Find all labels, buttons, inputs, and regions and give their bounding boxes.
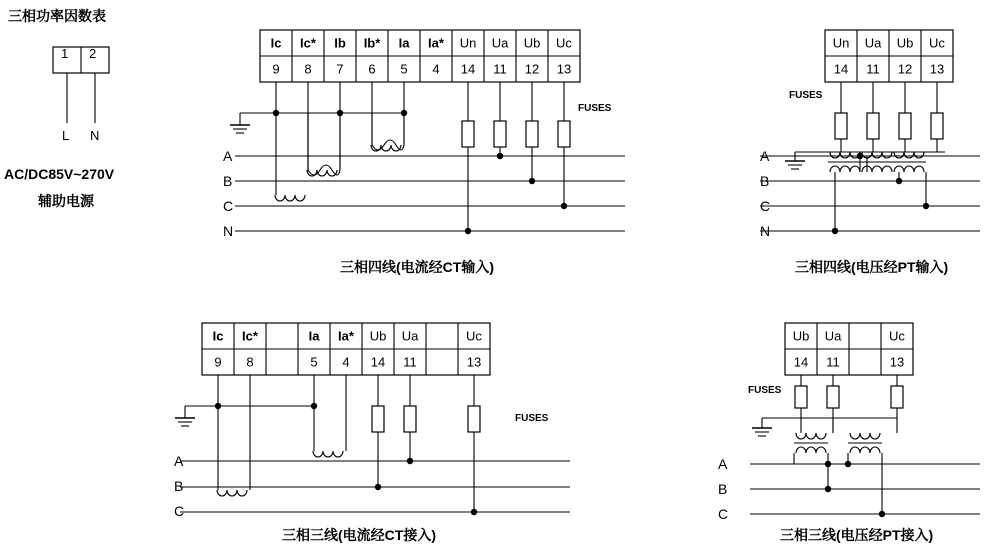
power-pin-label-l: L	[62, 128, 70, 143]
diagram1-terminal-text	[225, 25, 645, 95]
diagram2-phase-b: B	[760, 173, 770, 189]
svg-text:11: 11	[826, 354, 840, 370]
svg-text:11: 11	[493, 61, 507, 77]
diagram1-caption: 三相四线(电流经CT输入)	[340, 259, 494, 275]
svg-text:Ic*: Ic*	[242, 328, 258, 344]
svg-text:13: 13	[556, 61, 572, 77]
svg-text:4: 4	[432, 61, 440, 77]
diagram1-phase-a: A	[223, 148, 233, 164]
diagram2-phase-a: A	[760, 148, 770, 164]
svg-text:Ua: Ua	[824, 328, 842, 344]
svg-text:Ua: Ua	[401, 328, 419, 344]
diagram3-phase-a: A	[174, 453, 184, 469]
svg-text:Ic*: Ic*	[300, 35, 316, 51]
svg-text:4: 4	[342, 354, 350, 370]
svg-text:Un: Un	[832, 35, 850, 51]
power-supply-name: 辅助电源	[38, 193, 94, 209]
svg-text:11: 11	[403, 354, 417, 370]
svg-text:14: 14	[370, 354, 386, 370]
diagram2-terminal-text	[740, 25, 990, 95]
diagram4-terminal-text	[740, 318, 990, 388]
diagram1-phase-b: B	[223, 173, 233, 189]
svg-text:Ub: Ub	[523, 35, 541, 51]
svg-text:Uc: Uc	[466, 328, 482, 344]
svg-text:14: 14	[460, 61, 476, 77]
svg-text:8: 8	[246, 354, 254, 370]
svg-text:Uc: Uc	[889, 328, 905, 344]
power-pin-label-n: N	[90, 128, 100, 143]
diagram3-caption: 三相三线(电流经CT接入)	[282, 527, 436, 543]
diagram1-phase-n: N	[223, 223, 234, 239]
svg-text:14: 14	[793, 354, 809, 370]
svg-text:Ic: Ic	[212, 328, 224, 344]
svg-text:Uc: Uc	[556, 35, 572, 51]
svg-text:Un: Un	[459, 35, 477, 51]
svg-text:13: 13	[466, 354, 482, 370]
diagram2-caption: 三相四线(电压经PT输入)	[795, 259, 949, 275]
diagram4-phase-c: C	[718, 506, 729, 522]
svg-text:5: 5	[310, 354, 318, 370]
diagram4-phase-a: A	[718, 456, 728, 472]
svg-text:12: 12	[897, 61, 913, 77]
power-terminal-2: 2	[89, 46, 97, 61]
svg-text:Ib*: Ib*	[363, 35, 381, 51]
svg-text:Ic: Ic	[270, 35, 282, 51]
svg-text:13: 13	[929, 61, 945, 77]
diagram3-phase-b: B	[174, 478, 184, 494]
svg-text:Uc: Uc	[929, 35, 945, 51]
svg-text:9: 9	[272, 61, 280, 77]
page-title: 三相功率因数表	[8, 8, 106, 24]
diagram1-fuses-label: FUSES	[578, 103, 612, 114]
diagram2-phase-n: N	[760, 223, 771, 239]
svg-text:13: 13	[889, 354, 905, 370]
diagram3-fuses-label: FUSES	[515, 413, 549, 424]
svg-text:12: 12	[524, 61, 540, 77]
diagram3-terminal-text	[170, 318, 590, 388]
svg-text:14: 14	[833, 61, 849, 77]
svg-text:Ub: Ub	[896, 35, 914, 51]
power-supply-graphic	[20, 35, 200, 185]
diagram1-phase-c: C	[223, 198, 234, 214]
svg-text:Ia: Ia	[308, 328, 320, 344]
svg-text:Ia*: Ia*	[338, 328, 354, 344]
diagram4-fuses-label: FUSES	[748, 385, 782, 396]
diagram2-phase-c: C	[760, 198, 771, 214]
svg-text:Ub: Ub	[792, 328, 810, 344]
svg-text:11: 11	[866, 61, 880, 77]
diagram4-caption: 三相三线(电压经PT接入)	[780, 527, 934, 543]
power-terminal-1: 1	[61, 46, 69, 61]
power-voltage-label: AC/DC85V~270V	[4, 166, 115, 182]
svg-text:Ua: Ua	[864, 35, 882, 51]
svg-text:6: 6	[368, 61, 376, 77]
svg-text:Ia*: Ia*	[428, 35, 444, 51]
diagram2-fuses-label: FUSES	[789, 90, 823, 101]
svg-text:Ib: Ib	[334, 35, 346, 51]
svg-text:5: 5	[400, 61, 408, 77]
diagram4-phase-b: B	[718, 481, 728, 497]
svg-text:Ua: Ua	[491, 35, 509, 51]
svg-text:9: 9	[214, 354, 222, 370]
svg-text:8: 8	[304, 61, 312, 77]
svg-text:Ub: Ub	[369, 328, 387, 344]
svg-text:Ia: Ia	[398, 35, 410, 51]
diagram3-phase-c: C	[174, 503, 185, 519]
svg-text:7: 7	[336, 61, 344, 77]
